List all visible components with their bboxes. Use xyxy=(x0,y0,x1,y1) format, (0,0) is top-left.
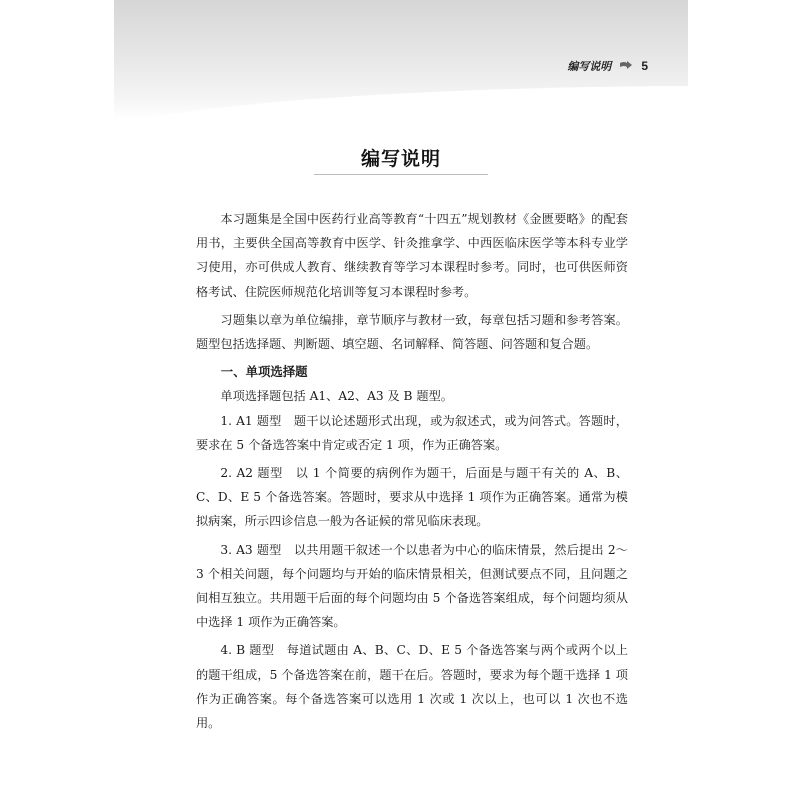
book-page xyxy=(114,0,688,800)
item-a3: 3. A3 题型 以共用题干叙述一个以患者为中心的临床情景，然后提出 2～3 个相关问题，每个问题均与开始的临床情景相关，但测试要点不同，且问题之间相互独立。共用题干后面的每个问题均由 5 个备选答案组成，每个问题均须从中选择 1 项作为正确答案。 xyxy=(196,542,628,630)
chapter-title-text: 编写说明 xyxy=(360,148,441,170)
paragraph-purpose: 本习题集是全国中医药行业高等教育“十四五”规划教材《金匮要略》的配套用书，主要供全国高等教育中医学、针灸推拿学、中西医临床医学等本科专业学习使用，亦可供成人教育、继续教育等学习本课程时参考。同时，也可供医师资格考试、住院医师规范化培训等复习本课程时参考。 xyxy=(196,212,628,299)
title-divider xyxy=(314,174,488,175)
running-head xyxy=(567,58,648,74)
item-a2: 2. A2 题型 以 1 个简要的病例作为题干，后面是与题干有关的 A、B、C、D、E 5 个备选答案。答题时，要求从中选择 1 项作为正确答案。通常为模拟病案，所示四诊信息一般为各证候的常见临床表现。 xyxy=(196,466,628,529)
paragraph-structure: 习题集以章为单位编排，章节顺序与教材一致，每章包括习题和参考答案。题型包括选择题、判断题、填空题、名词解释、简答题、问答题和复合题。 xyxy=(196,312,628,352)
item-a1: 1. A1 题型 题干以论述题形式出现，或为叙述式，或为问答式。答题时，要求在 5 个备选答案中肯定或否定 1 项，作为正确答案。 xyxy=(196,413,628,452)
page-arrow-icon xyxy=(619,60,633,72)
item-b: 4. B 题型 每道试题由 A、B、C、D、E 5 个备选答案与两个或两个以上的题干组成，5 个备选答案在前，题干在后。答题时，要求为每个题干选择 1 项作为正确答案。每个备选答案可以选用 1 次或 1 次以上，也可以 1 次也不选用。 xyxy=(196,643,628,731)
chapter-title xyxy=(114,144,688,171)
section-intro: 单项选择题包括 A1、A2、A3 及 B 题型。 xyxy=(220,389,453,404)
body-text xyxy=(196,207,628,735)
running-head-title: 编写说明 xyxy=(567,60,612,73)
section-heading: 一、单项选择题 xyxy=(220,364,308,380)
page-number: 5 xyxy=(641,59,648,73)
